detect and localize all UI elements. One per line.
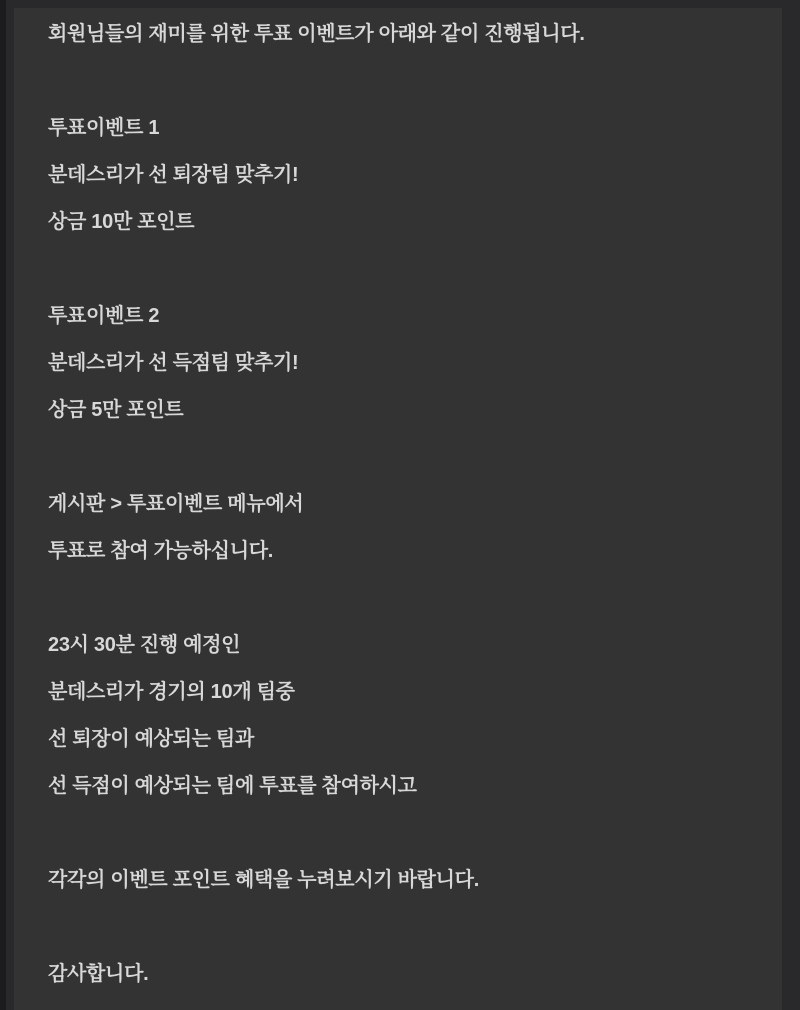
- post-line: 투표이벤트 2: [48, 305, 160, 327]
- post-line: 상금 5만 포인트: [48, 399, 184, 421]
- left-edge-strip: [0, 0, 6, 1010]
- post-line: 투표이벤트 1: [48, 117, 160, 139]
- post-line: 분데스리가 경기의 10개 팀중: [48, 681, 295, 703]
- post-line: 선 득점이 예상되는 팀에 투표를 참여하시고: [48, 775, 417, 797]
- post-line: 분데스리가 선 득점팀 맞추기!: [48, 352, 299, 374]
- post-line: 분데스리가 선 퇴장팀 맞추기!: [48, 164, 299, 186]
- post-line: 선 퇴장이 예상되는 팀과: [48, 728, 254, 750]
- post-paragraph: [48, 11, 762, 58]
- post-line: 투표로 참여 가능하십니다.: [48, 540, 273, 562]
- post-paragraph: [48, 481, 762, 575]
- post-line: 상금 10만 포인트: [48, 211, 195, 233]
- post-line: 회원님들의 재미를 위한 투표 이벤트가 아래와 같이 진행됩니다.: [48, 23, 585, 45]
- post-body: [14, 8, 782, 1010]
- post-line: 23시 30분 진행 예정인: [48, 634, 241, 656]
- post-paragraph: [48, 951, 762, 998]
- post-paragraph: [48, 293, 762, 434]
- post-line: 감사합니다.: [48, 963, 149, 985]
- post-paragraph: [48, 857, 762, 904]
- post-paragraph: [48, 622, 762, 810]
- post-line: 게시판 > 투표이벤트 메뉴에서: [48, 493, 304, 515]
- post-paragraph: [48, 105, 762, 246]
- post-line: 각각의 이벤트 포인트 혜택을 누려보시기 바랍니다.: [48, 869, 479, 891]
